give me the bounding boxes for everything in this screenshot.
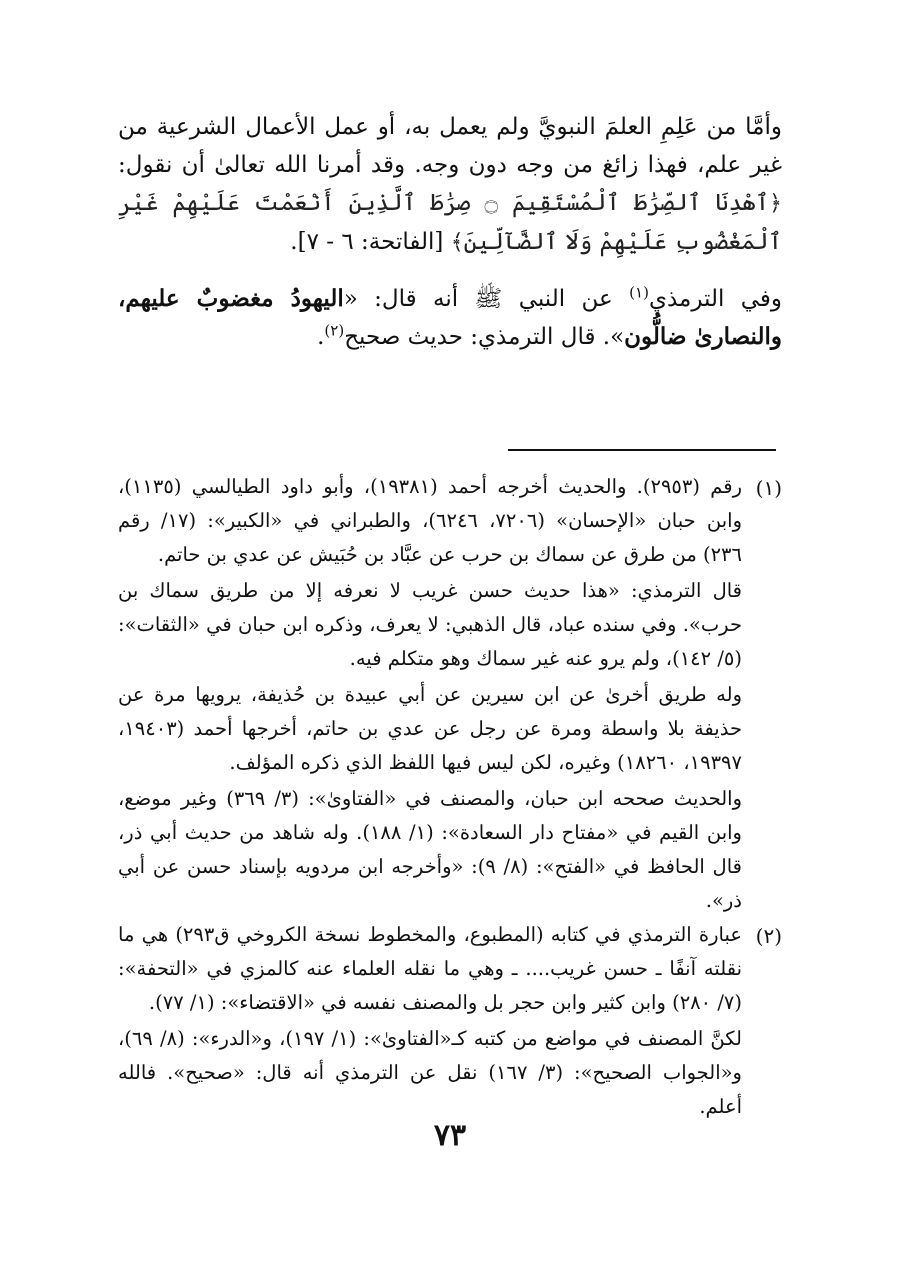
footnote-paragraph: لكنَّ المصنف في مواضع من كتبه كـ«الفتاوىٰ»: (١/ ١٩٧)، و«الدرء»: (٨/ ٦٩)، و«الجواب الصحيح»: (٣/ ١٦٧) نقل عن الترمذي أنه قال: «صحيح». فالله أعلم. [118,1027,742,1118]
footnote-paragraph: والحديث صححه ابن حبان، والمصنف في «الفتاوىٰ»: (٣/ ٣٦٩) وغير موضع، وابن القيم في «مفتاح دار السعادة»: (١/ ١٨٨). وله شاهد من حديث أبي ذر، قال الحافظ في «الفتح»: (٨/ ٩): «وأخرجه ابن مردويه بإسناد حسن عن أبي ذر». [118,787,742,912]
footnote-1 [118,470,782,918]
footnote-marker-1[interactable]: (١) [629,283,649,302]
footnote-paragraph: قال الترمذي: «هذا حديث حسن غريب لا نعرفه إلا من طريق سماك بن حرب». وفي سنده عباد، قال الذهبي: لا يعرف، وذكره ابن حبان في «الثقات»: (٥/ ١٤٢)، ولم يرو عنه غير سماك وهو متكلم فيه. [118,579,742,670]
footnotes [118,470,782,1124]
paragraph-1 [118,108,782,262]
footnote-body [118,470,742,918]
main-text [118,108,782,356]
footnote-separator [508,449,776,451]
paragraph-1-text: وأمَّا من عَلِمِ العلمَ النبويَّ ولم يعمل به، أو عمل الأعمال الشرعية من غير علم، فهذا زائغ من وجه دون وجه. وقد أمرنا الله تعالىٰ أن نقول: [118,114,782,178]
page-number: ٧٣ [433,1118,467,1153]
footnote-number: (٢) [755,924,782,948]
footnote-paragraph: وله طريق أخرىٰ عن ابن سيرين عن أبي عبيدة بن حُذيفة، يرويها مرة عن حذيفة بلا واسطة ومرة عن رجل عن عدي بن حاتم، أخرجها أحمد (١٩٤٠٣، ١٩٣٩٧، ١٨٢٦٠) وغيره، لكن ليس فيها اللفظ الذي ذكره المؤلف. [118,683,742,774]
footnote-paragraph: عبارة الترمذي في كتابه (المطبوع، والمخطوط نسخة الكروخي ق٢٩٣) هي ما نقلته آنفًا ـ حسن غريب.... ـ وهي ما نقله العلماء عنه كالمزي في «التحفة»: (٧/ ٢٨٠) وابن كثير وابن حجر بل والمصنف نفسه في «الاقتضاء»: (١/ ٧٧). [118,923,742,1014]
verse-reference: [الفاتحة: ٦ - ٧]. [290,229,444,255]
quran-verse: ﴿ٱهْدِنَا ٱلصِّرَٰطَ ٱلْمُسْتَقِيمَ ۝ صِرَٰطَ ٱلَّذِينَ أَنْعَمْتَ عَلَيْهِمْ غَيْرِ ٱلْمَغْضُوبِ عَلَيْهِمْ وَلَا ٱلضَّآلِّينَ﴾ [118,190,782,255]
paragraph-2: وفي الترمذي$^{(١)}$ عن النبي ﷺ أنه قال: «اليهودُ مغضوبٌ عليهم، والنصارىٰ ضالُّون». قال الترمذي: حديث صحيح$^{(٢)}$. [118,283,783,350]
hadith-quote: اليهودُ مغضوبٌ عليهم، والنصارىٰ ضالُّون [118,285,782,350]
footnote-body [118,918,742,1124]
footnote-marker-2[interactable]: (٢) [324,321,345,340]
footnote-paragraph: رقم (٢٩٥٣). والحديث أخرجه أحمد (١٩٣٨١)، وأبو داود الطيالسي (١١٣٥)، وابن حبان «الإحسان» (٧٢٠٦، ٦٢٤٦)، والطبراني في «الكبير»: (١٧/ رقم ٢٣٦) من طرق عن سماك بن حرب عن عبَّاد بن حُبَيش عن عدي بن حاتم. [118,475,742,566]
footnote-2 [118,918,782,1124]
footnote-number: (١) [755,476,782,500]
